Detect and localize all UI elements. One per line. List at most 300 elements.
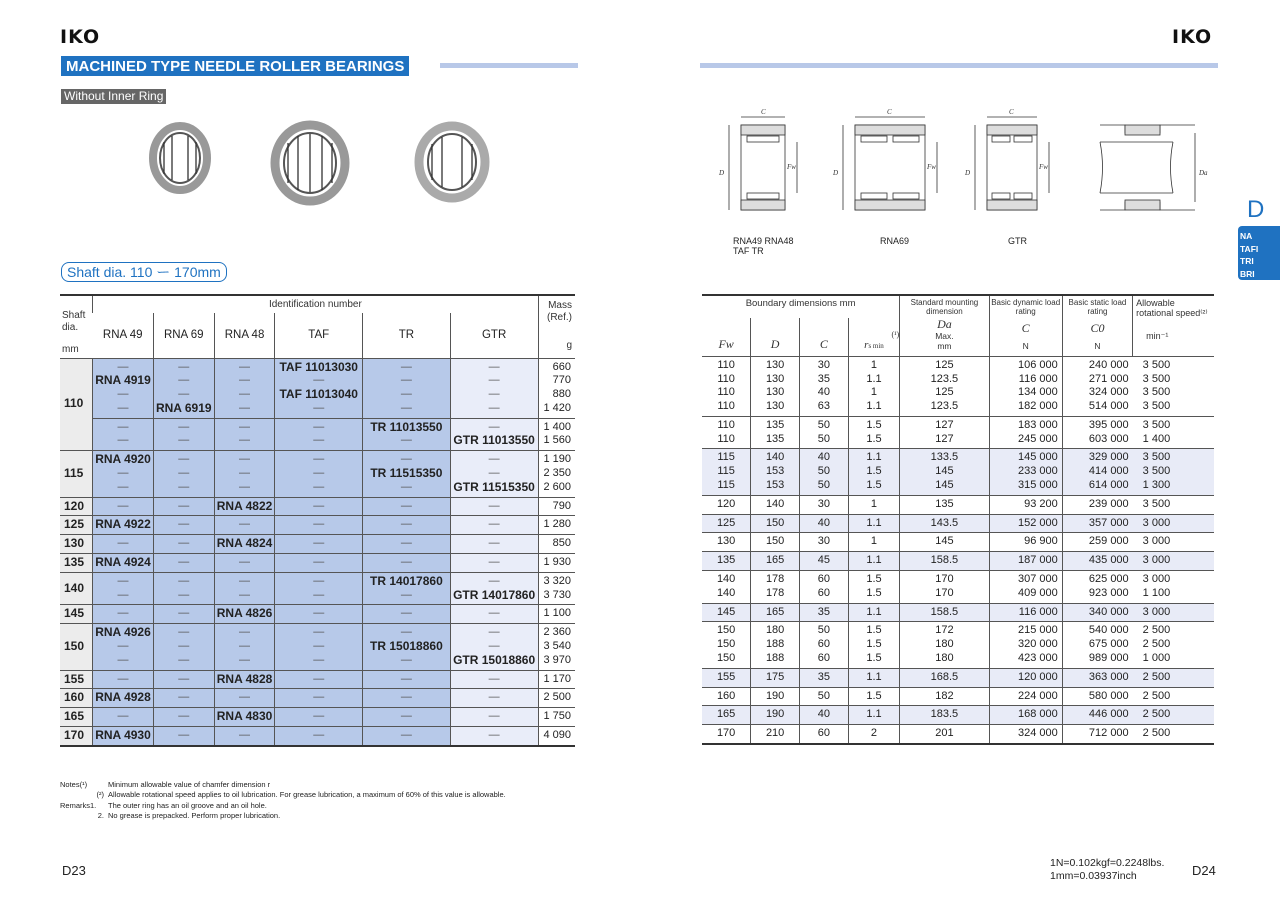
- column-header: TAF: [275, 313, 363, 358]
- value-cell: [848, 571, 899, 604]
- value: 160: [716, 689, 736, 702]
- shaft-diameter: 130: [60, 535, 93, 554]
- value: 60: [817, 727, 830, 740]
- value: 35: [817, 372, 830, 385]
- mass-value: 1 100: [543, 607, 571, 620]
- value: 315 000: [1017, 479, 1058, 492]
- value: 172: [935, 624, 954, 637]
- value-cell: [751, 603, 800, 622]
- value: 130: [765, 400, 785, 413]
- id-cell: [450, 358, 538, 418]
- conversion-force: 1N=0.102kgf=0.2248lbs.: [1050, 857, 1165, 869]
- table-row: [60, 624, 575, 670]
- dash: —: [313, 467, 325, 480]
- value: 120: [716, 497, 736, 510]
- shaft-diameter: 115: [60, 451, 93, 497]
- id-cell: [214, 689, 275, 708]
- value-cell: [848, 533, 899, 552]
- caption-rna49-rna48: [733, 236, 794, 256]
- id-cell: [153, 358, 214, 418]
- dash: —: [488, 640, 500, 653]
- mass-cell: [538, 535, 575, 554]
- table-row: [702, 533, 1214, 552]
- value-cell: [848, 416, 899, 449]
- value: 150: [716, 652, 736, 665]
- header-static-load: Basic static load rating: [1062, 295, 1132, 318]
- shaft-diameter: 135: [60, 554, 93, 573]
- table-row: [702, 687, 1214, 706]
- value: 180: [935, 638, 954, 651]
- dash: —: [239, 691, 251, 704]
- dash: —: [239, 467, 251, 480]
- dash: —: [400, 710, 412, 723]
- value-cell: [751, 449, 800, 495]
- mass-value: 3 970: [543, 653, 571, 666]
- table-row: [60, 727, 575, 746]
- value-cell: [900, 533, 989, 552]
- id-cell: [275, 708, 363, 727]
- value: 363 000: [1088, 670, 1129, 683]
- header-c0-static: [1062, 318, 1132, 356]
- mass-value: 1 280: [543, 518, 571, 531]
- header-mass-label: Mass (Ref.): [547, 300, 572, 323]
- value: 115: [717, 479, 735, 492]
- id-cell: [93, 727, 154, 746]
- value: 140: [716, 573, 736, 586]
- title-rule: [440, 63, 578, 68]
- value: 1 300: [1142, 479, 1171, 492]
- mass-cell: [538, 624, 575, 670]
- value-cell: [1062, 571, 1132, 604]
- dash: —: [178, 588, 190, 601]
- value-cell: [751, 552, 800, 571]
- dash: —: [239, 401, 251, 414]
- da-symbol: Da: [937, 317, 952, 332]
- value: 60: [817, 652, 830, 665]
- value-cell: [1062, 495, 1132, 514]
- value: 125: [716, 516, 736, 529]
- dim-label-d: D: [833, 169, 839, 177]
- value: 2 500: [1142, 727, 1171, 740]
- value: 1: [870, 358, 878, 371]
- c-unit: N: [1022, 340, 1029, 351]
- value: 155: [716, 670, 736, 683]
- caption-line: RNA49 RNA48: [733, 236, 794, 246]
- dash: —: [313, 374, 325, 387]
- id-cell: [450, 497, 538, 516]
- table-row: [60, 554, 575, 573]
- value: 130: [765, 358, 785, 371]
- value: 115: [717, 465, 735, 478]
- value: 110: [717, 432, 735, 445]
- value: 2 500: [1142, 624, 1171, 637]
- dash: —: [488, 453, 500, 466]
- value: 145: [935, 479, 954, 492]
- dash: —: [117, 388, 129, 401]
- id-cell: [93, 605, 154, 624]
- value: 110: [717, 358, 735, 371]
- value: 115: [717, 451, 735, 464]
- table-row: [60, 516, 575, 535]
- bearing-id: TR 15018860: [370, 639, 443, 654]
- diagram-gtr: [975, 117, 1049, 210]
- value: 125: [935, 386, 954, 399]
- diagram-mounting: [1100, 125, 1195, 210]
- value: 135: [716, 554, 736, 567]
- id-cell: [363, 358, 451, 418]
- id-cell: [153, 497, 214, 516]
- value: 190: [765, 708, 785, 721]
- dash: —: [488, 574, 500, 587]
- value: 183 000: [1017, 418, 1058, 431]
- value: 2 500: [1142, 638, 1171, 651]
- identification-table: [60, 294, 575, 747]
- id-cell: [450, 708, 538, 727]
- dash: —: [117, 401, 129, 414]
- id-cell: [214, 451, 275, 497]
- id-cell: [275, 605, 363, 624]
- dash: —: [239, 640, 251, 653]
- dash: —: [313, 401, 325, 414]
- value: 110: [717, 372, 735, 385]
- dash: —: [178, 691, 190, 704]
- value: 150: [716, 638, 736, 651]
- mass-value: 3 730: [543, 588, 571, 601]
- value: 40: [817, 451, 830, 464]
- table-row: [702, 622, 1214, 668]
- value-cell: [989, 687, 1062, 706]
- value-cell: [751, 495, 800, 514]
- value: 1.5: [866, 586, 882, 599]
- bearing-id: RNA 4926: [95, 625, 151, 640]
- shaft-diameter: 160: [60, 689, 93, 708]
- bearing-id: RNA 4922: [95, 517, 151, 532]
- id-cell: [275, 451, 363, 497]
- id-cell: [93, 554, 154, 573]
- value-cell: [1133, 706, 1214, 725]
- dash: —: [400, 499, 412, 512]
- value: 271 000: [1088, 372, 1129, 385]
- id-cell: [363, 535, 451, 554]
- value-cell: [848, 687, 899, 706]
- mass-value: 790: [552, 499, 571, 512]
- dash: —: [400, 607, 412, 620]
- id-cell: [153, 727, 214, 746]
- bearing-id: TR 14017860: [370, 573, 443, 588]
- value: 1 000: [1142, 652, 1171, 665]
- value: 340 000: [1088, 605, 1129, 618]
- id-cell: [153, 605, 214, 624]
- dash: —: [178, 360, 190, 373]
- note-line: [60, 790, 506, 800]
- table-row: [60, 535, 575, 554]
- dash: —: [117, 499, 129, 512]
- value: 224 000: [1017, 689, 1058, 702]
- id-cell: [153, 689, 214, 708]
- dash: —: [488, 467, 500, 480]
- value: 60: [817, 573, 830, 586]
- value-cell: [702, 706, 751, 725]
- dash: —: [488, 691, 500, 704]
- bearing-id: RNA 4826: [216, 606, 273, 621]
- value-cell: [848, 356, 899, 416]
- value: 603 000: [1088, 432, 1129, 445]
- dash: —: [313, 420, 325, 433]
- value: 40: [817, 516, 830, 529]
- bearing-id: RNA 4830: [216, 709, 273, 724]
- value: 580 000: [1088, 689, 1129, 702]
- value-cell: [1062, 668, 1132, 687]
- id-cell: [214, 727, 275, 746]
- value: 165: [765, 554, 785, 567]
- dash: —: [178, 729, 190, 742]
- value: 50: [817, 689, 830, 702]
- value: 357 000: [1088, 516, 1129, 529]
- bearing-photo-rna69: [275, 125, 345, 201]
- dim-label-fw: Fw: [1039, 163, 1048, 171]
- dash: —: [313, 518, 325, 531]
- header-boundary-dimensions: Boundary dimensions mm: [745, 298, 856, 309]
- value: 145: [935, 535, 954, 548]
- shaft-diameter: 120: [60, 497, 93, 516]
- tab-bri[interactable]: BRI: [1240, 268, 1255, 279]
- value: 423 000: [1017, 652, 1058, 665]
- value: 3 500: [1142, 358, 1171, 371]
- id-cell: [450, 727, 538, 746]
- value-cell: [1133, 622, 1214, 668]
- value: 60: [817, 638, 830, 651]
- table-row: [702, 603, 1214, 622]
- note-label: Notes(¹): [60, 780, 88, 789]
- value: 3 500: [1142, 497, 1171, 510]
- mass-cell: [538, 572, 575, 605]
- value: 1.1: [866, 400, 882, 413]
- note-line: [60, 780, 506, 790]
- value: 1: [870, 497, 878, 510]
- table-row: [702, 706, 1214, 725]
- dash: —: [400, 626, 412, 639]
- id-cell: [214, 572, 275, 605]
- id-cell: [214, 605, 275, 624]
- column-header: RNA 49: [102, 329, 143, 342]
- value: 135: [935, 497, 954, 510]
- dash: —: [400, 388, 412, 401]
- table-row: [702, 356, 1214, 416]
- dash: —: [313, 537, 325, 550]
- shaft-diameter: 155: [60, 670, 93, 689]
- mass-value: 1 190: [543, 453, 571, 466]
- value-cell: [900, 706, 989, 725]
- r-symbol: r: [864, 339, 869, 352]
- bearing-photos: [140, 118, 500, 210]
- value: 1.5: [866, 573, 882, 586]
- dash: —: [117, 640, 129, 653]
- value: 170: [935, 586, 954, 599]
- value-cell: [800, 514, 849, 533]
- value: 2: [870, 727, 878, 740]
- dash: —: [178, 626, 190, 639]
- dash: —: [488, 374, 500, 387]
- value: 2 500: [1142, 689, 1171, 702]
- header-mass-unit: g: [566, 340, 572, 351]
- shaft-range-label: Shaft dia. 110 ー 170mm: [61, 262, 227, 282]
- mass-value: 850: [552, 537, 571, 550]
- value: 178: [765, 586, 785, 599]
- id-cell: [363, 689, 451, 708]
- value: 188: [765, 652, 785, 665]
- id-cell: [153, 624, 214, 670]
- value: 1.5: [866, 418, 882, 431]
- section-index-tab[interactable]: [1238, 226, 1280, 280]
- value: 35: [817, 670, 830, 683]
- mass-value: 770: [552, 374, 571, 387]
- value: 712 000: [1088, 727, 1129, 740]
- id-cell: [275, 554, 363, 573]
- dash: —: [313, 453, 325, 466]
- value: 116 000: [1018, 372, 1058, 385]
- dash: —: [178, 653, 190, 666]
- value: 153: [765, 465, 785, 478]
- value-cell: [800, 622, 849, 668]
- dash: —: [400, 401, 412, 414]
- dash: —: [488, 518, 500, 531]
- dash: —: [313, 556, 325, 569]
- table-row: [60, 451, 575, 497]
- dash: —: [239, 626, 251, 639]
- column-header: RNA 69: [153, 313, 214, 358]
- id-cell: [363, 572, 451, 605]
- value-cell: [989, 622, 1062, 668]
- header-shaft: [60, 295, 93, 358]
- value-cell: [848, 706, 899, 725]
- value: 110: [717, 418, 735, 431]
- value-cell: [702, 356, 751, 416]
- value-cell: [1133, 356, 1214, 416]
- dash: —: [239, 374, 251, 387]
- value-cell: [989, 706, 1062, 725]
- bearing-photo-rna49: [153, 126, 207, 190]
- value-cell: [1062, 356, 1132, 416]
- bearing-photo-gtr: [419, 126, 485, 198]
- dash: —: [488, 420, 500, 433]
- value-cell: [702, 552, 751, 571]
- note-line: [60, 801, 506, 811]
- value-cell: [1133, 687, 1214, 706]
- dash: —: [178, 467, 190, 480]
- id-cell: [153, 418, 214, 451]
- value-cell: [702, 514, 751, 533]
- mass-value: 1 750: [543, 710, 571, 723]
- tab-na[interactable]: NA: [1240, 231, 1253, 241]
- dash: —: [239, 653, 251, 666]
- id-cell: [214, 624, 275, 670]
- c0-unit: N: [1094, 340, 1101, 351]
- bearing-id: RNA 4824: [216, 536, 273, 551]
- dim-label-fw: Fw: [927, 163, 936, 171]
- value: 182: [935, 689, 954, 702]
- dim-label-c: C: [761, 108, 766, 116]
- bearing-id: TAF 11013030: [279, 359, 358, 374]
- value: 435 000: [1088, 554, 1129, 567]
- dash: —: [117, 467, 129, 480]
- value: 183.5: [930, 708, 959, 721]
- header-r-note: (¹): [891, 329, 900, 339]
- id-cell: [363, 418, 451, 451]
- dash: —: [400, 453, 412, 466]
- dash: —: [178, 672, 190, 685]
- tab-tafi[interactable]: TAFI: [1240, 243, 1259, 254]
- shaft-diameter: 125: [60, 516, 93, 535]
- value: 446 000: [1088, 708, 1129, 721]
- value: 158.5: [930, 605, 959, 618]
- value: 324 000: [1088, 386, 1129, 399]
- table-row: [702, 668, 1214, 687]
- value: 180: [935, 652, 954, 665]
- value: 3 500: [1142, 400, 1171, 413]
- bearing-id: TAF 11013040: [279, 387, 358, 402]
- value: 50: [817, 624, 830, 637]
- value: 150: [765, 535, 785, 548]
- dash: —: [488, 537, 500, 550]
- value-cell: [800, 533, 849, 552]
- dash: —: [488, 710, 500, 723]
- id-cell: [450, 516, 538, 535]
- value-cell: [702, 533, 751, 552]
- header-mass: [538, 295, 575, 358]
- value: 201: [935, 727, 954, 740]
- bearing-id: RNA 4919: [95, 373, 151, 388]
- value: 130: [765, 372, 785, 385]
- dash: —: [117, 434, 129, 447]
- mass-value: 2 600: [543, 480, 571, 493]
- dash: —: [117, 537, 129, 550]
- value-cell: [900, 416, 989, 449]
- id-cell: [93, 497, 154, 516]
- value-cell: [1062, 687, 1132, 706]
- dash: —: [178, 434, 190, 447]
- value-cell: [989, 668, 1062, 687]
- caption-gtr: GTR: [1008, 236, 1027, 246]
- bearing-id: GTR 11515350: [453, 479, 535, 494]
- dash: —: [313, 710, 325, 723]
- value-cell: [1133, 495, 1214, 514]
- value: 180: [765, 624, 785, 637]
- dash: —: [178, 640, 190, 653]
- dash: —: [178, 420, 190, 433]
- dash: —: [117, 480, 129, 493]
- value-cell: [702, 571, 751, 604]
- dash: —: [178, 374, 190, 387]
- value-cell: [800, 706, 849, 725]
- header-shaft-unit: mm: [62, 344, 79, 355]
- mass-cell: [538, 708, 575, 727]
- shaft-diameter: 110: [60, 358, 93, 451]
- id-cell: [153, 554, 214, 573]
- bearing-cross-section-diagrams: [705, 105, 1225, 220]
- value-cell: [751, 706, 800, 725]
- mass-cell: [538, 727, 575, 746]
- mass-cell: [538, 670, 575, 689]
- id-cell: [450, 670, 538, 689]
- table-row: [60, 418, 575, 451]
- value: 625 000: [1088, 573, 1129, 586]
- value: 1.1: [866, 554, 882, 567]
- bearing-id: RNA 4930: [95, 728, 151, 743]
- mass-value: 2 350: [543, 467, 571, 480]
- tab-tri[interactable]: TRI: [1240, 256, 1254, 266]
- header-c: C: [800, 318, 849, 356]
- dim-label-da: Da: [1199, 169, 1208, 177]
